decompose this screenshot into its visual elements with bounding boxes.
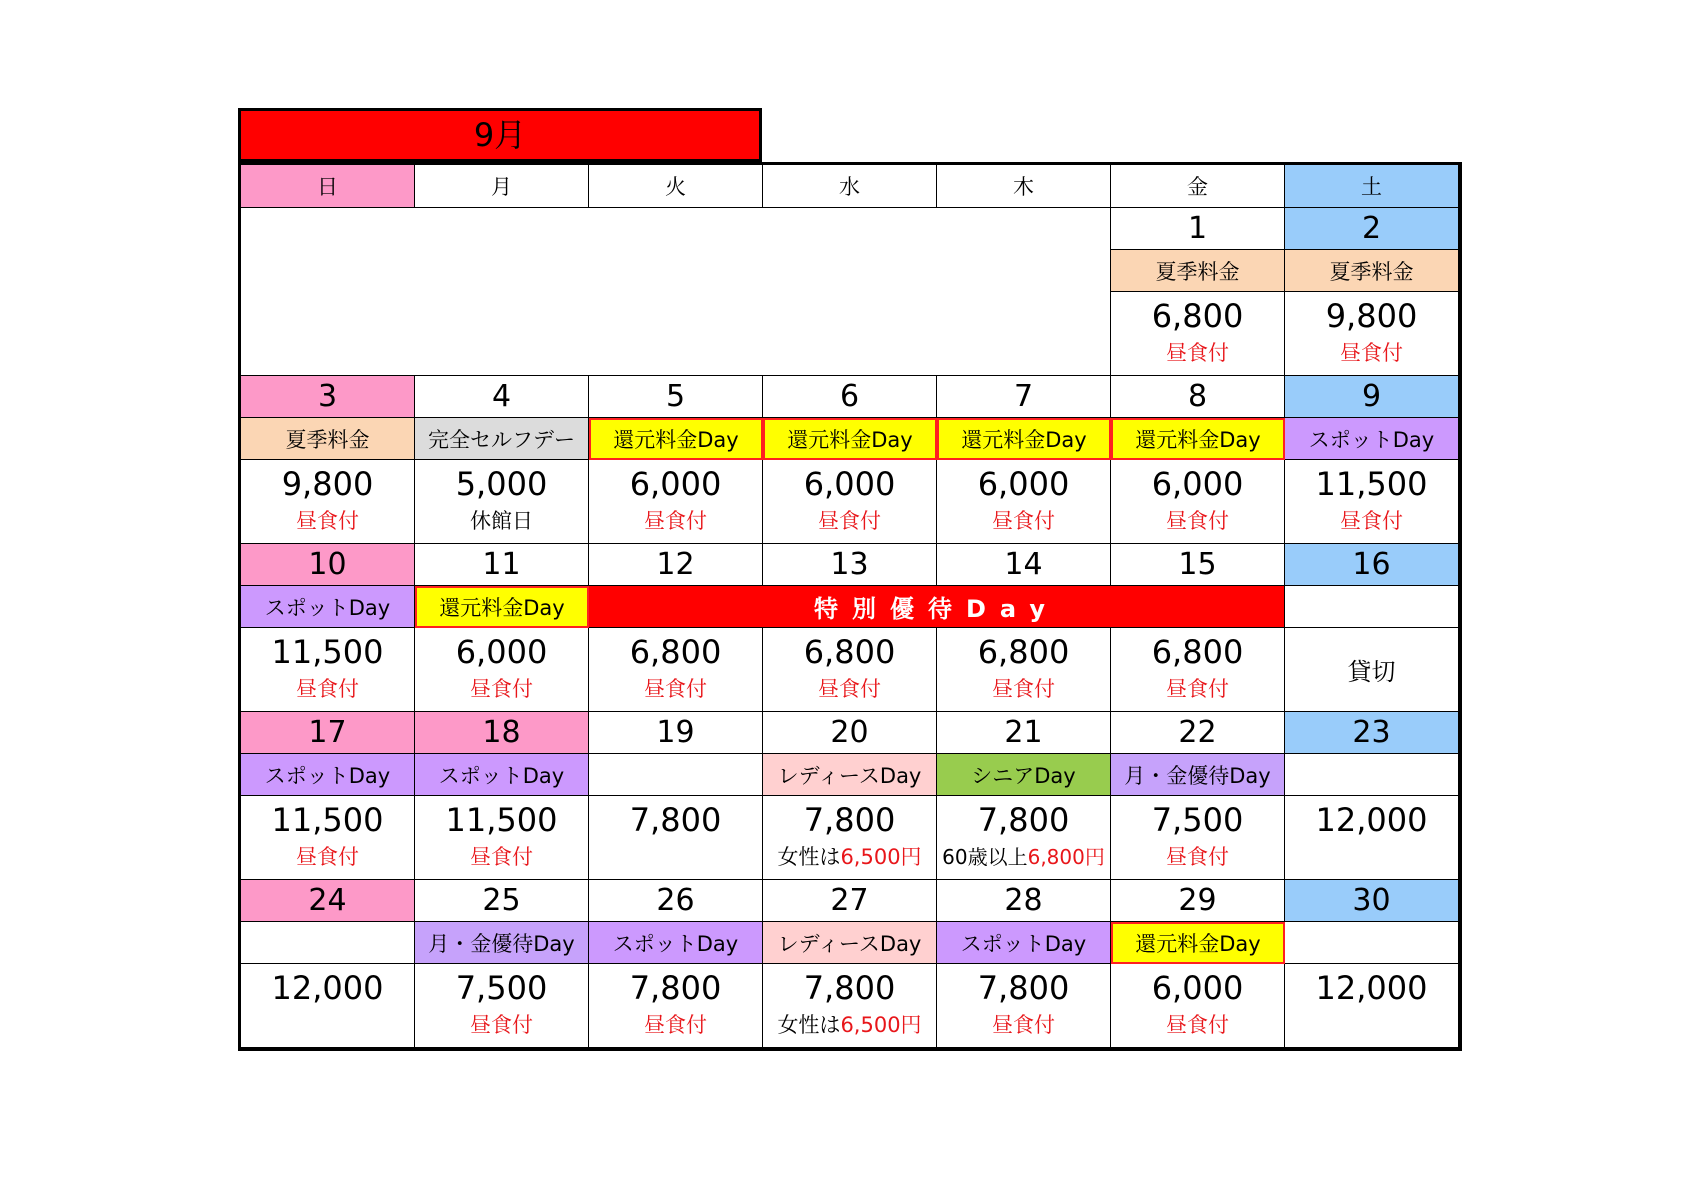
day-label: スポットDay bbox=[937, 922, 1111, 964]
day-note bbox=[777, 842, 921, 872]
day-price: 7,800 bbox=[803, 969, 896, 1007]
day-number: 24 bbox=[241, 880, 415, 922]
day-price-cell bbox=[763, 628, 937, 712]
day-price: 7,500 bbox=[1151, 801, 1244, 839]
day-price: 6,000 bbox=[455, 633, 548, 671]
day-note bbox=[777, 1010, 921, 1040]
day-price-cell bbox=[763, 460, 937, 544]
day-price: 6,800 bbox=[803, 633, 896, 671]
day-price: 7,800 bbox=[803, 801, 896, 839]
day-number: 11 bbox=[415, 544, 589, 586]
day-price-cell bbox=[415, 796, 589, 880]
day-number: 8 bbox=[1111, 376, 1285, 418]
day-note: 昼食付 bbox=[1166, 845, 1229, 869]
day-number: 19 bbox=[589, 712, 763, 754]
note-discount: 6,500円 bbox=[840, 845, 922, 869]
day-label: スポットDay bbox=[1285, 418, 1459, 460]
day-label-empty bbox=[1285, 754, 1459, 796]
day-note: 昼食付 bbox=[644, 509, 707, 533]
day-label: 還元料金Day bbox=[415, 586, 589, 628]
day-number: 28 bbox=[937, 880, 1111, 922]
day-number: 17 bbox=[241, 712, 415, 754]
day-note: 昼食付 bbox=[644, 1013, 707, 1037]
day-note: 昼食付 bbox=[644, 677, 707, 701]
day-label: 還元料金Day bbox=[589, 418, 763, 460]
day-label: 完全セルフデー bbox=[415, 418, 589, 460]
day-label: シニアDay bbox=[937, 754, 1111, 796]
day-note: 昼食付 bbox=[992, 1013, 1055, 1037]
day-price-cell bbox=[241, 964, 415, 1048]
day-price-cell bbox=[1285, 460, 1459, 544]
day-price-cell bbox=[589, 964, 763, 1048]
day-label: レディースDay bbox=[763, 754, 937, 796]
weekday-sun: 日 bbox=[241, 165, 415, 208]
day-price-cell bbox=[1111, 796, 1285, 880]
day-number: 13 bbox=[763, 544, 937, 586]
day-label: 夏季料金 bbox=[241, 418, 415, 460]
day-price: 7,800 bbox=[977, 801, 1070, 839]
day-price: 9,800 bbox=[1325, 297, 1418, 335]
day-label: スポットDay bbox=[415, 754, 589, 796]
weekday-tue: 火 bbox=[589, 165, 763, 208]
day-price: 6,800 bbox=[1151, 633, 1244, 671]
day-price: 11,500 bbox=[445, 801, 558, 839]
day-price-cell bbox=[415, 628, 589, 712]
day-label: 還元料金Day bbox=[763, 418, 937, 460]
day-number: 16 bbox=[1285, 544, 1459, 586]
day-number: 18 bbox=[415, 712, 589, 754]
calendar-grid bbox=[238, 162, 1462, 1051]
day-price: 6,800 bbox=[977, 633, 1070, 671]
day-price-cell bbox=[589, 628, 763, 712]
weekday-mon: 月 bbox=[415, 165, 589, 208]
day-price: 6,000 bbox=[803, 465, 896, 503]
day-price: 12,000 bbox=[271, 969, 384, 1007]
day-number: 22 bbox=[1111, 712, 1285, 754]
day-number: 30 bbox=[1285, 880, 1459, 922]
day-price-cell bbox=[241, 628, 415, 712]
day-number: 23 bbox=[1285, 712, 1459, 754]
day-number: 4 bbox=[415, 376, 589, 418]
day-price: 12,000 bbox=[1315, 801, 1428, 839]
day-note: 昼食付 bbox=[470, 677, 533, 701]
day-label: 還元料金Day bbox=[1111, 922, 1285, 964]
day-number: 12 bbox=[589, 544, 763, 586]
day-price-cell bbox=[1285, 796, 1459, 880]
note-discount: 6,800円 bbox=[1027, 845, 1105, 869]
day-note: 昼食付 bbox=[818, 509, 881, 533]
day-number: 26 bbox=[589, 880, 763, 922]
day-price-cell bbox=[763, 964, 937, 1048]
day-price: 11,500 bbox=[271, 801, 384, 839]
month-title: 9月 bbox=[238, 108, 762, 162]
day-note: 昼食付 bbox=[992, 677, 1055, 701]
note-discount: 6,500円 bbox=[840, 1013, 922, 1037]
day-price-cell bbox=[241, 460, 415, 544]
day-price: 7,500 bbox=[455, 969, 548, 1007]
day-note: 休館日 bbox=[470, 509, 533, 533]
day-price: 6,800 bbox=[629, 633, 722, 671]
day-note: 昼食付 bbox=[1166, 341, 1229, 365]
day-note: 昼食付 bbox=[818, 677, 881, 701]
day-note: 昼食付 bbox=[296, 509, 359, 533]
day-label: スポットDay bbox=[241, 754, 415, 796]
day-label-empty bbox=[1285, 922, 1459, 964]
day-price: 7,800 bbox=[629, 801, 722, 839]
weekday-wed: 水 bbox=[763, 165, 937, 208]
day-label: 夏季料金 bbox=[1111, 250, 1285, 292]
day-price: 7,800 bbox=[629, 969, 722, 1007]
day-reserved: 貸切 bbox=[1285, 628, 1459, 712]
day-number: 7 bbox=[937, 376, 1111, 418]
day-label-empty bbox=[241, 922, 415, 964]
weekday-sat: 土 bbox=[1285, 165, 1459, 208]
day-note: 昼食付 bbox=[470, 1013, 533, 1037]
day-number: 29 bbox=[1111, 880, 1285, 922]
day-note: 昼食付 bbox=[296, 677, 359, 701]
day-number: 2 bbox=[1285, 208, 1459, 250]
day-price-cell bbox=[937, 964, 1111, 1048]
day-note: 昼食付 bbox=[992, 509, 1055, 533]
day-price: 11,500 bbox=[1315, 465, 1428, 503]
day-label: 夏季料金 bbox=[1285, 250, 1459, 292]
day-note: 昼食付 bbox=[1166, 509, 1229, 533]
day-price-cell bbox=[1111, 460, 1285, 544]
empty-days bbox=[241, 208, 1111, 376]
day-label-empty bbox=[1285, 586, 1459, 628]
day-price: 6,800 bbox=[1151, 297, 1244, 335]
day-number: 25 bbox=[415, 880, 589, 922]
day-price: 6,000 bbox=[629, 465, 722, 503]
day-price: 7,800 bbox=[977, 969, 1070, 1007]
day-label: スポットDay bbox=[589, 922, 763, 964]
day-note: 昼食付 bbox=[1166, 1013, 1229, 1037]
day-price-cell bbox=[241, 796, 415, 880]
day-label: 還元料金Day bbox=[937, 418, 1111, 460]
day-price: 5,000 bbox=[455, 465, 548, 503]
day-price: 6,000 bbox=[1151, 465, 1244, 503]
day-note: 昼食付 bbox=[1340, 509, 1403, 533]
day-number: 21 bbox=[937, 712, 1111, 754]
weekday-fri: 金 bbox=[1111, 165, 1285, 208]
day-price-cell bbox=[589, 796, 763, 880]
day-number: 1 bbox=[1111, 208, 1285, 250]
day-price: 11,500 bbox=[271, 633, 384, 671]
day-price: 6,000 bbox=[977, 465, 1070, 503]
day-note: 昼食付 bbox=[296, 845, 359, 869]
day-price-cell bbox=[415, 460, 589, 544]
note-prefix: 女性は bbox=[777, 845, 841, 869]
day-price-cell bbox=[763, 796, 937, 880]
day-price-cell bbox=[589, 460, 763, 544]
day-number: 3 bbox=[241, 376, 415, 418]
day-label: スポットDay bbox=[241, 586, 415, 628]
note-prefix: 60歳以上 bbox=[942, 845, 1028, 869]
day-note bbox=[942, 842, 1105, 872]
day-label: 還元料金Day bbox=[1111, 418, 1285, 460]
day-price-cell bbox=[1285, 292, 1459, 376]
day-price-cell bbox=[1111, 628, 1285, 712]
day-price-cell bbox=[937, 796, 1111, 880]
day-price: 12,000 bbox=[1315, 969, 1428, 1007]
day-number: 15 bbox=[1111, 544, 1285, 586]
day-price-cell bbox=[1111, 292, 1285, 376]
day-note: 昼食付 bbox=[1166, 677, 1229, 701]
day-number: 9 bbox=[1285, 376, 1459, 418]
day-price-cell bbox=[937, 460, 1111, 544]
day-price-cell bbox=[937, 628, 1111, 712]
day-number: 20 bbox=[763, 712, 937, 754]
day-label: 月・金優待Day bbox=[415, 922, 589, 964]
day-label: レディースDay bbox=[763, 922, 937, 964]
weekday-thu: 木 bbox=[937, 165, 1111, 208]
day-number: 6 bbox=[763, 376, 937, 418]
note-prefix: 女性は bbox=[777, 1013, 841, 1037]
day-label: 月・金優待Day bbox=[1111, 754, 1285, 796]
day-number: 5 bbox=[589, 376, 763, 418]
day-number: 14 bbox=[937, 544, 1111, 586]
day-note: 昼食付 bbox=[1340, 341, 1403, 365]
day-number: 10 bbox=[241, 544, 415, 586]
day-price: 6,000 bbox=[1151, 969, 1244, 1007]
day-price-cell bbox=[1285, 964, 1459, 1048]
day-price-cell bbox=[415, 964, 589, 1048]
day-label-empty bbox=[589, 754, 763, 796]
special-day-banner: 特別優待Day bbox=[589, 586, 1285, 628]
day-price: 9,800 bbox=[281, 465, 374, 503]
day-price-cell bbox=[1111, 964, 1285, 1048]
day-note: 昼食付 bbox=[470, 845, 533, 869]
day-number: 27 bbox=[763, 880, 937, 922]
